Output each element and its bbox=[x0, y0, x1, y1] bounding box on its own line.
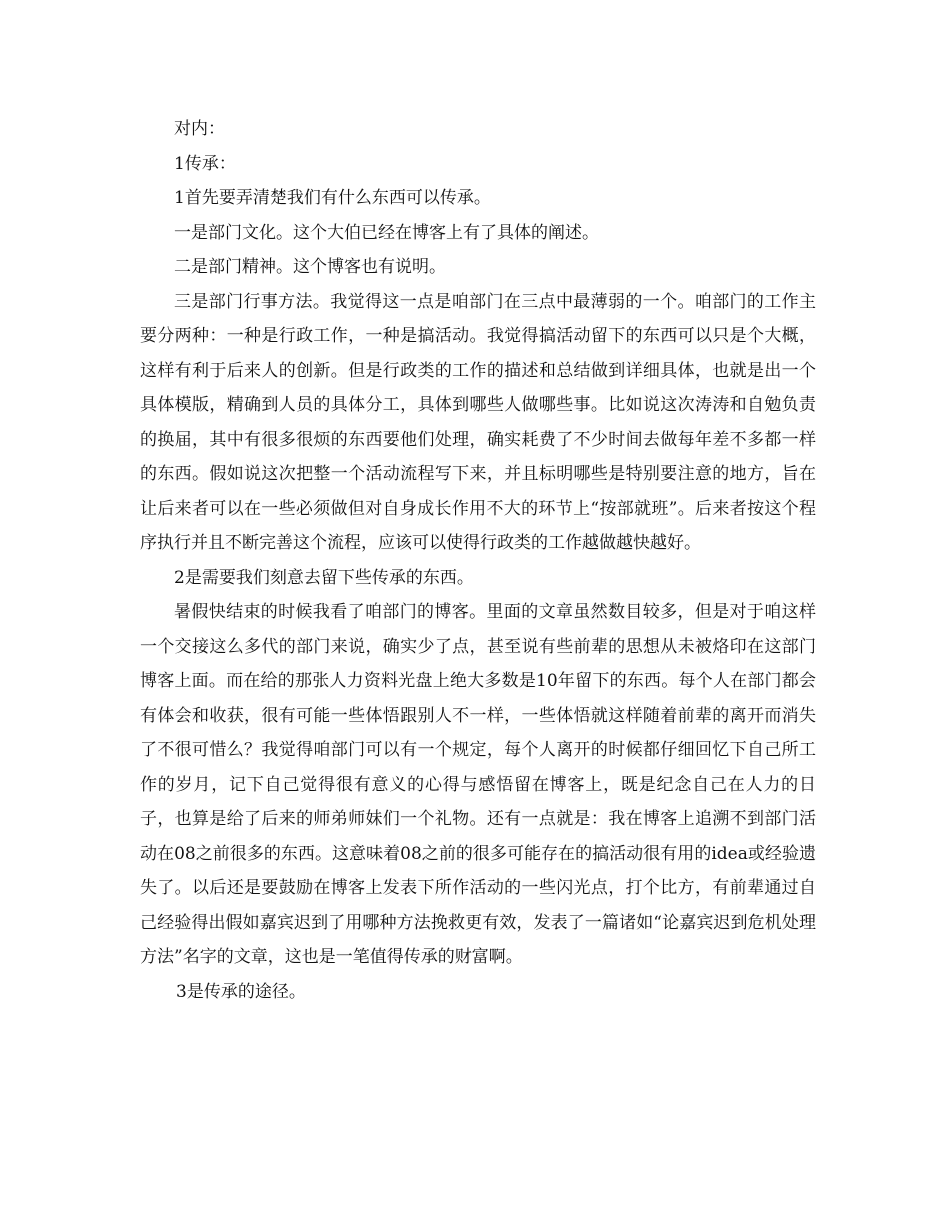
paragraph-department-methods: 三是部门行事方法。我觉得这一点是咱部门在三点中最薄弱的一个。咱部门的工作主要分两种：一种是行政工作，一种是搞活动。我觉得搞活动留下的东西可以只是个大概，这样有利于后来人的创新。但是行政类的工作的描述和总结做到详细具体，也就是出一个具体模版，精确到人员的具体分工，具体到哪些人做哪些事。比如说这次涛涛和自勉负责的换届，其中有很多很烦的东西要他们处理，确实耗费了不少时间去做每年差不多都一样的东西。假如说这次把整一个活动流程写下来，并且标明哪些是特别要注意的地方，旨在让后来者可以在一些必须做但对自身成长作用不大的环节上“按部就班”。后来者按这个程序执行并且不断完善这个流程，应该可以使得行政类的工作越做越快越好。 bbox=[140, 291, 816, 553]
paragraph-heading-internal: 对内： bbox=[174, 119, 225, 139]
paragraph-department-culture: 一是部门文化。这个大伯已经在博客上有了具体的阐述。 bbox=[174, 222, 599, 243]
paragraph-point-3: 3是传承的途径。 bbox=[176, 981, 306, 1002]
paragraph-department-spirit: 二是部门精神。这个博客也有说明。 bbox=[174, 257, 446, 277]
paragraph-point-1: 1首先要弄清楚我们有什么东西可以传承。 bbox=[174, 188, 491, 208]
paragraph-heading-inheritance: 1传承： bbox=[174, 153, 236, 174]
paragraph-point-2: 2是需要我们刻意去留下些传承的东西。 bbox=[174, 567, 474, 588]
paragraph-blog-legacy: 暑假快结束的时候我看了咱部门的博客。里面的文章虽然数目较多，但是对于咱这样一个交接这么多代的部门来说，确实少了点，甚至说有些前辈的思想从未被烙印在这部门博客上面。而在给的那张人力资料光盘上绝大多数是10年留下的东西。每个人在部门都会有体会和收获，很有可能一些体悟跟别人不一样，一些体悟就这样随着前辈的离开而消失了不很可惜么？我觉得咱部门可以有一个规定，每个人离开的时候都仔细回忆下自己所工作的岁月，记下自己觉得很有意义的心得与感悟留在博客上，既是纪念自己在人力的日子，也算是给了后来的师弟师妹们一个礼物。还有一点就是：我在博客上追溯不到部门活动在08之前很多的东西。这意味着08之前的很多可能存在的搞活动很有用的idea或经验遗失了。以后还是要鼓励在博客上发表下所作活动的一些闪光点，打个比方，有前辈通过自己经验得出假如嘉宾迟到了用哪种方法挽救更有效，发表了一篇诸如“论嘉宾迟到危机处理方法”名字的文章，这也是一笔值得传承的财富啊。 bbox=[140, 602, 816, 967]
document-body bbox=[140, 112, 816, 1009]
